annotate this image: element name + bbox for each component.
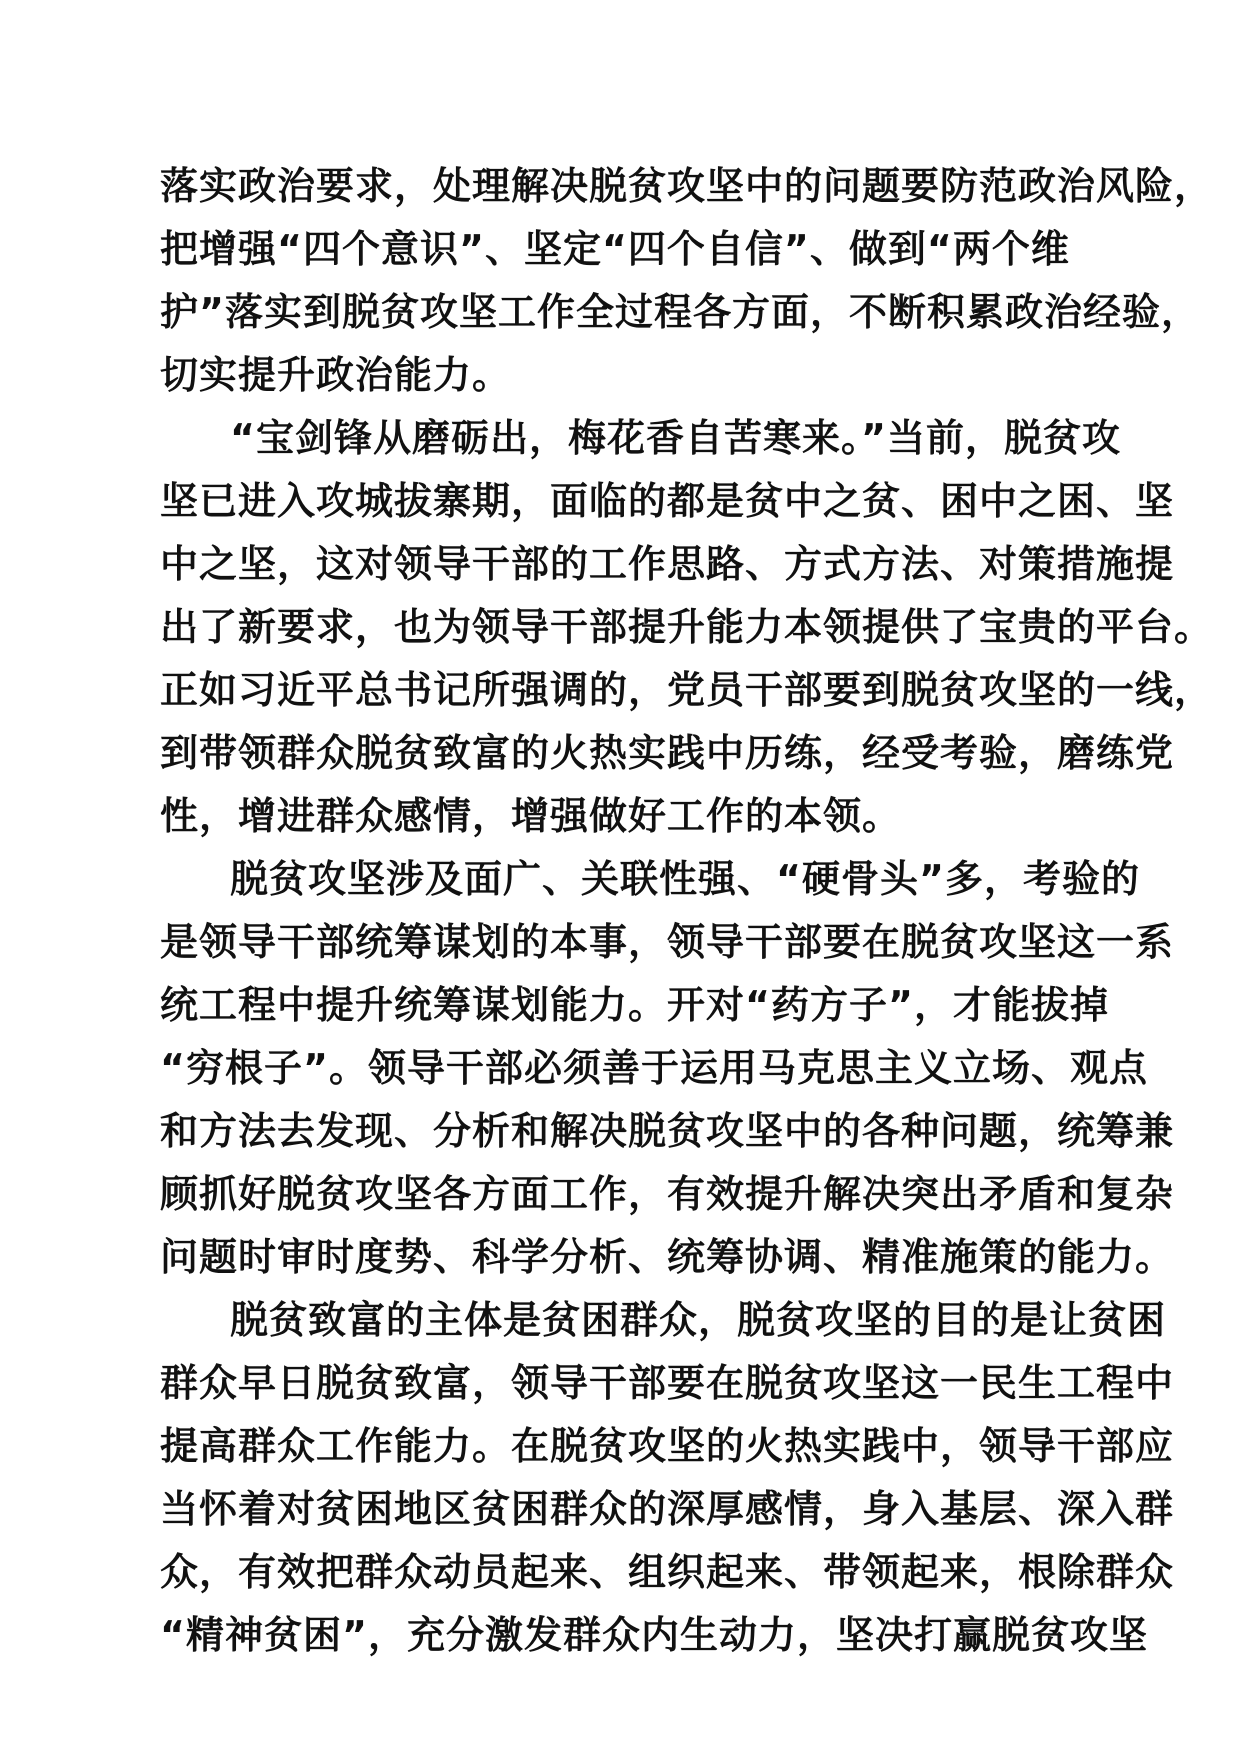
text-line: 是领导干部统筹谋划的本事，领导干部要在脱贫攻坚这一系: [160, 920, 1175, 964]
text-line: 当怀着对贫困地区贫困群众的深厚感情，身入基层、深入群: [160, 1487, 1175, 1531]
text-line: 性，增进群众感情，增强做好工作的本领。: [160, 794, 902, 838]
text-line: 把增强“四个意识”、坚定“四个自信”、做到“两个维: [160, 227, 1070, 271]
text-line: 切实提升政治能力。: [160, 353, 512, 397]
text-line: 护”落实到脱贫攻坚工作全过程各方面，不断积累政治经验，: [160, 290, 1200, 334]
text-line: “穷根子”。领导干部必须善于运用马克思主义立场、观点: [160, 1046, 1148, 1090]
text-line: 坚已进入攻城拔寨期，面临的都是贫中之贫、困中之困、坚: [160, 479, 1175, 523]
text-line: 到带领群众脱贫致富的火热实践中历练，经受考验，磨练党: [160, 731, 1175, 775]
text-line: 正如习近平总书记所强调的，党员干部要到脱贫攻坚的一线，: [160, 668, 1214, 712]
text-line: 统工程中提升统筹谋划能力。开对“药方子”，才能拔掉: [160, 983, 1109, 1027]
text-line: 顾抓好脱贫攻坚各方面工作，有效提升解决突出矛盾和复杂: [160, 1172, 1175, 1216]
body-text: [160, 155, 1214, 1667]
text-line: 众，有效把群众动员起来、组织起来、带领起来，根除群众: [160, 1550, 1175, 1594]
text-line: 出了新要求，也为领导干部提升能力本领提供了宝贵的平台。: [160, 605, 1214, 649]
paragraph-first-line: 脱贫致富的主体是贫困群众，脱贫攻坚的目的是让贫困: [230, 1298, 1167, 1342]
text-line: 问题时审时度势、科学分析、统筹协调、精准施策的能力。: [160, 1235, 1175, 1279]
text-line: 群众早日脱贫致富，领导干部要在脱贫攻坚这一民生工程中: [160, 1361, 1175, 1405]
text-line: 和方法去发现、分析和解决脱贫攻坚中的各种问题，统筹兼: [160, 1109, 1175, 1153]
paragraph-first-line: 脱贫攻坚涉及面广、关联性强、“硬骨头”多，考验的: [230, 857, 1140, 901]
text-line: 中之坚，这对领导干部的工作思路、方式方法、对策措施提: [160, 542, 1175, 586]
paragraph-first-line: “宝剑锋从磨砺出，梅花香自苦寒来。”当前，脱贫攻: [230, 416, 1121, 460]
text-line: 落实政治要求，处理解决脱贫攻坚中的问题要防范政治风险，: [160, 164, 1214, 208]
text-line: “精神贫困”，充分激发群众内生动力，坚决打赢脱贫攻坚: [160, 1613, 1148, 1657]
text-line: 提高群众工作能力。在脱贫攻坚的火热实践中，领导干部应: [160, 1424, 1175, 1468]
